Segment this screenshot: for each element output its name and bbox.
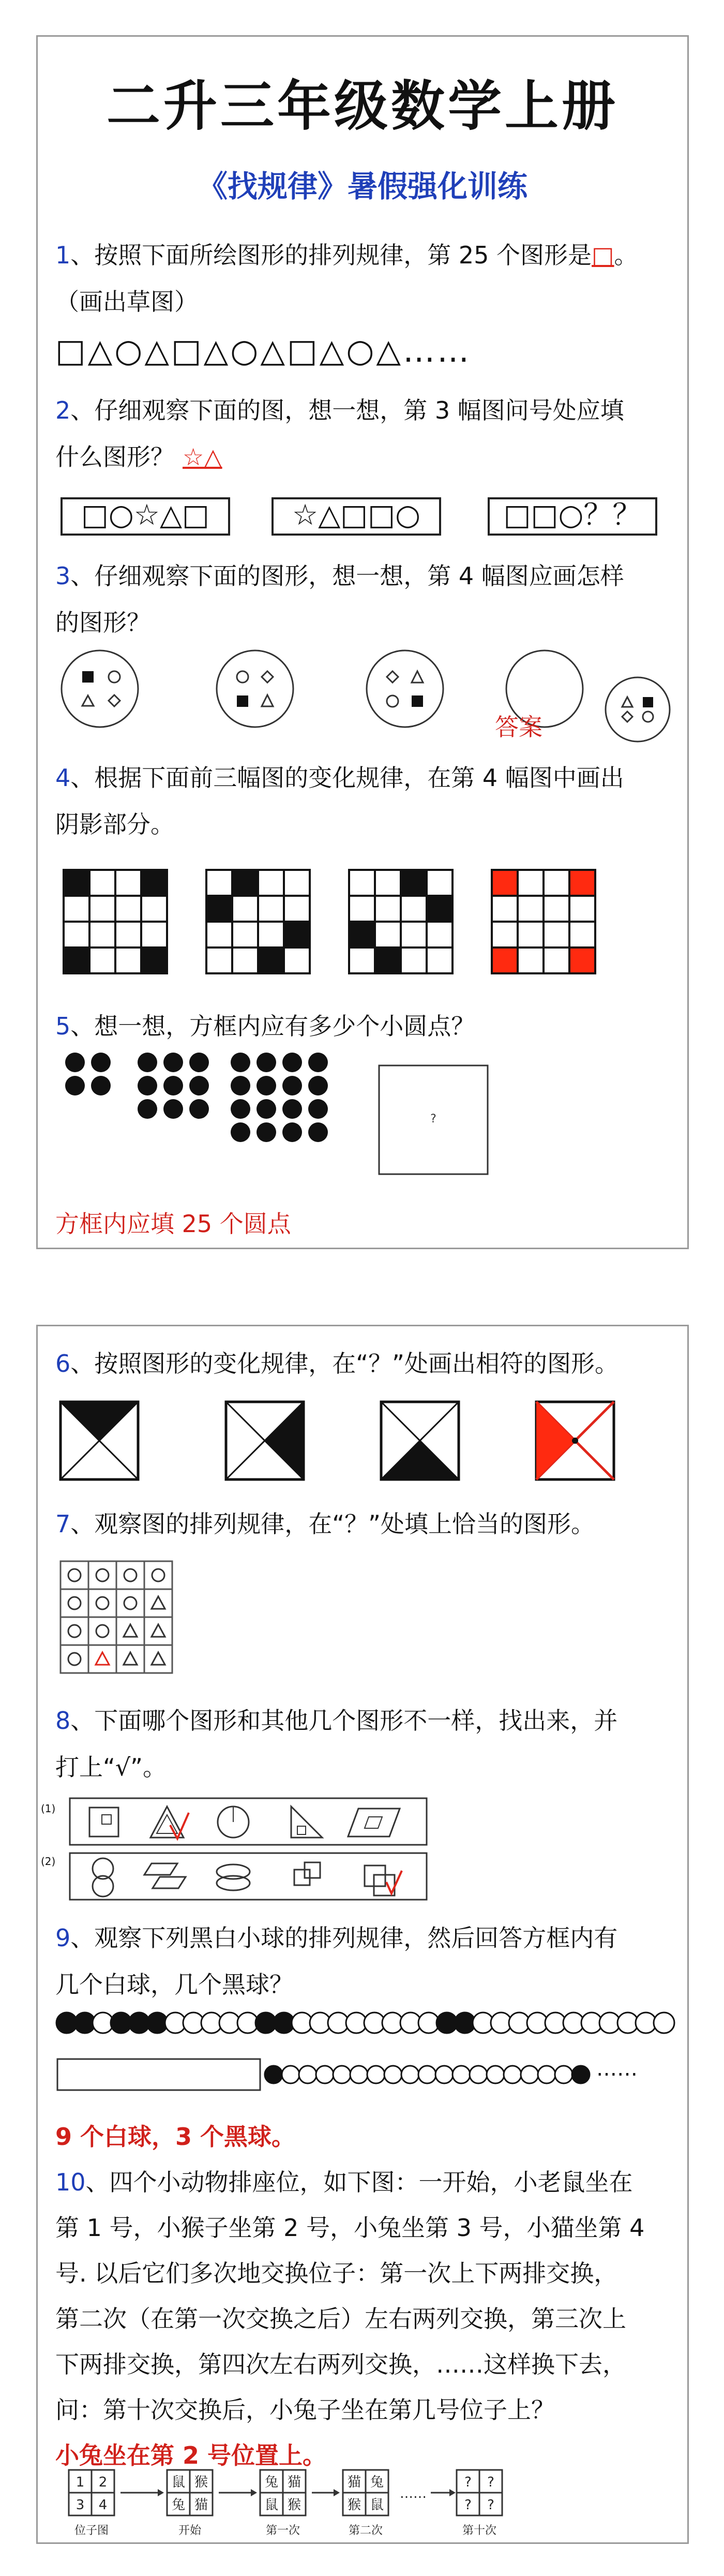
seat-cell-text: 3	[76, 2497, 85, 2513]
grid-cell	[349, 922, 375, 948]
square-figure-3	[381, 1402, 459, 1479]
grid-cell	[492, 948, 518, 973]
seat-cell-text: 兔	[370, 2475, 384, 2490]
white-ball	[299, 2066, 316, 2083]
grid-cell	[544, 896, 569, 922]
answer-label: 答案	[495, 713, 542, 741]
row2-ellipses-figure	[217, 1864, 250, 1890]
row2-squares-figure-checked	[365, 1866, 402, 1896]
question-9-answer: 9 个白球，3 个黑球。	[55, 2123, 296, 2151]
seat-grid-2	[167, 2470, 213, 2537]
white-ball	[384, 2066, 402, 2083]
grid-cell	[64, 922, 89, 948]
seat-grid-1	[69, 2470, 114, 2537]
grid-cell	[375, 922, 401, 948]
white-ball	[452, 2066, 470, 2083]
row1-circle-figure	[218, 1807, 249, 1838]
grid-cell	[141, 922, 167, 948]
dot	[308, 1099, 328, 1119]
question-8	[55, 1699, 676, 1742]
dot	[282, 1076, 302, 1095]
question-text: 什么图形？	[55, 443, 174, 471]
dot	[282, 1053, 302, 1072]
white-ball	[418, 2066, 436, 2083]
dot	[231, 1099, 250, 1119]
grid-cell	[258, 896, 284, 922]
dot	[231, 1053, 250, 1072]
white-ball	[504, 2066, 521, 2083]
grid-cell	[349, 948, 375, 973]
dot	[138, 1076, 157, 1095]
dot	[91, 1053, 111, 1072]
question-number: 4	[55, 764, 71, 792]
grid-cell	[492, 922, 518, 948]
grid-cell	[284, 922, 310, 948]
grid-cell	[89, 948, 115, 973]
dot	[257, 1053, 276, 1072]
grid-cell	[544, 870, 569, 896]
grid-cell	[115, 870, 141, 896]
dot-figure-1	[65, 1053, 111, 1095]
grid-cell	[232, 948, 258, 973]
page-subtitle: 《找规律》暑假强化训练	[197, 169, 527, 204]
question-10-line2: 第 1 号，小猴子坐第 2 号，小兔坐第 3 号，小猫坐第 4	[55, 2214, 645, 2242]
seat-cell-text: 猴	[194, 2475, 208, 2490]
grid-cell	[206, 948, 232, 973]
dot	[163, 1076, 183, 1095]
grid-cell	[115, 948, 141, 973]
dot	[163, 1053, 183, 1072]
grid-cell	[518, 896, 544, 922]
seat-cell-text: 兔	[264, 2475, 279, 2490]
grid-cell	[284, 896, 310, 922]
question-text: 、按照下面所绘图形的排列规律，第 25 个图形是	[70, 241, 592, 269]
seat-cell-text: 猫	[287, 2475, 301, 2490]
arrow-head	[449, 2489, 456, 2496]
grid-cell	[544, 922, 569, 948]
grid-cell	[115, 896, 141, 922]
question-4	[55, 756, 676, 800]
seat-cell-text: 猫	[347, 2475, 361, 2490]
answer-box-mark: ?	[430, 1113, 436, 1126]
grid-cell	[427, 948, 452, 973]
question-text: 、四个小动物排座位，如下图：一开始，小老鼠坐在	[85, 2168, 633, 2196]
dot	[257, 1076, 276, 1095]
square-figure-1	[61, 1402, 138, 1479]
white-ball	[282, 2066, 299, 2083]
grid-cell	[518, 948, 544, 973]
dot	[231, 1122, 250, 1142]
dot	[65, 1076, 85, 1095]
question-10-line4: 第二次（在第一次交换之后）左右两列交换，第三次上	[55, 2305, 626, 2333]
white-ball	[316, 2066, 334, 2083]
question-number: 7	[55, 1510, 71, 1538]
grid-cell	[258, 948, 284, 973]
row2-circles-figure	[93, 1858, 113, 1897]
question-7	[55, 1502, 676, 1546]
question-10-line5: 下两排交换，第四次左右两列交换，……这样换下去，	[55, 2350, 626, 2378]
question-text: 、想一想，方框内应有多少个小圆点？	[70, 1012, 475, 1040]
answer-box	[379, 1065, 488, 1174]
ball-sequence-tail: ……	[596, 2057, 638, 2081]
white-ball	[333, 2066, 351, 2083]
white-ball	[470, 2066, 487, 2083]
grid-cell	[206, 922, 232, 948]
circle-figures	[53, 647, 674, 746]
dot-figures	[58, 1051, 669, 1196]
grid-cell	[232, 896, 258, 922]
seat-grid-label: 开始	[178, 2524, 202, 2537]
seat-grid-label: 第一次	[265, 2524, 300, 2537]
row1-square-figure	[89, 1808, 118, 1837]
grid-cell	[569, 948, 595, 973]
figure-box-3: □□○？？	[488, 497, 657, 536]
white-ball	[538, 2066, 555, 2083]
shaded-grid-1	[64, 870, 167, 973]
question-10-answer: 小兔坐在第 2 号位置上。	[55, 2441, 327, 2469]
seat-grid-label: 位子图	[74, 2524, 109, 2537]
square-figure-answer	[536, 1402, 614, 1479]
question-number: 6	[55, 1350, 71, 1378]
answer-shape: □	[592, 241, 614, 269]
grid-cell	[89, 870, 115, 896]
question-1	[55, 233, 676, 277]
question-number: 3	[55, 562, 71, 590]
question-9	[55, 1916, 676, 1960]
shaded-grid-2	[206, 870, 310, 973]
black-ball	[572, 2066, 590, 2083]
dot-figure-2	[138, 1053, 209, 1119]
grid-cell	[518, 870, 544, 896]
grid-cell	[141, 896, 167, 922]
row2-squares-figure	[294, 1862, 320, 1885]
seat-dots: ……	[400, 2486, 427, 2501]
grid-cell	[89, 922, 115, 948]
grid-cell	[375, 870, 401, 896]
seat-cell-text: 鼠	[171, 2475, 186, 2490]
question-text: 、观察图的排列规律，在“？”处填上恰当的图形。	[70, 1510, 595, 1538]
dot	[189, 1099, 209, 1119]
row1-parallelogram-figure	[348, 1809, 400, 1837]
white-ball	[487, 2066, 504, 2083]
seat-cell-text: 猫	[194, 2497, 208, 2513]
seat-cell-text: 鼠	[264, 2497, 279, 2513]
white-ball	[435, 2066, 453, 2083]
question-number: 8	[55, 1707, 71, 1735]
odd-one-out-figures	[69, 1797, 431, 1906]
question-5-answer: 方框内应填 25 个圆点	[55, 1210, 291, 1238]
shape-sequence: □△○△□△○△□△○△……	[55, 332, 472, 369]
grid-cell	[427, 896, 452, 922]
figure-box-1: □○☆△□	[61, 497, 230, 536]
grid-cell	[518, 922, 544, 948]
grid-cell	[492, 870, 518, 896]
triangle-square-figures	[58, 1399, 669, 1487]
question-8-line2: 打上“√”。	[55, 1753, 167, 1781]
dot-figure-3	[231, 1053, 328, 1142]
circle-figure-3	[367, 650, 443, 727]
grid-cell	[206, 870, 232, 896]
grid-cell	[258, 870, 284, 896]
shaded-grid-3	[349, 870, 452, 973]
dot	[65, 1053, 85, 1072]
seat-grid-label: 第二次	[348, 2524, 383, 2537]
seat-grid-5	[457, 2470, 502, 2537]
seat-cell-text: ?	[464, 2475, 472, 2490]
white-ball	[555, 2066, 572, 2083]
grid-cell	[64, 948, 89, 973]
white-ball	[521, 2066, 538, 2083]
question-2-line2	[55, 435, 676, 479]
seat-grid-label: 第十次	[462, 2524, 497, 2537]
dot	[308, 1122, 328, 1142]
grid-cell	[375, 896, 401, 922]
dot	[189, 1053, 209, 1072]
seat-cell-text: 4	[98, 2497, 108, 2513]
question-3-line2: 的图形？	[55, 609, 150, 636]
dot	[189, 1076, 209, 1095]
grid-cell	[492, 896, 518, 922]
figure-box-2: ☆△□□○	[272, 497, 441, 536]
dot	[91, 1076, 111, 1095]
grid-cell	[401, 948, 427, 973]
white-ball	[654, 2012, 674, 2033]
seat-cell-text: 兔	[171, 2497, 186, 2513]
question-4-line2: 阴影部分。	[55, 810, 174, 838]
seat-cell-text: 猴	[347, 2497, 361, 2513]
grid-cell	[206, 896, 232, 922]
question-10-line6: 问：第十次交换后，小兔子坐在第几号位子上？	[55, 2396, 555, 2424]
dot	[308, 1053, 328, 1072]
question-text: 、仔细观察下面的图形，想一想，第 4 幅图应画怎样	[70, 562, 624, 590]
black-ball	[265, 2066, 282, 2083]
question-text: 、仔细观察下面的图，想一想，第 3 幅图问号处应填	[70, 396, 624, 424]
question-text: 、观察下列黑白小球的排列规律，然后回答方框内有	[70, 1924, 618, 1952]
shaded-grid-4	[492, 870, 595, 973]
grid-figure	[61, 1561, 172, 1673]
question-10-line3: 号. 以后它们多次地交换位子：第一次上下两排交换，	[55, 2259, 618, 2287]
grid-cell	[64, 870, 89, 896]
grid-cell	[284, 948, 310, 973]
row1-right-triangle-figure	[291, 1807, 322, 1838]
worksheet-page-2	[36, 1325, 689, 2544]
grid-cell	[401, 922, 427, 948]
dot	[282, 1099, 302, 1119]
seat-grids	[64, 2465, 581, 2537]
grid-cell	[349, 870, 375, 896]
row2-parallelograms-figure	[144, 1863, 186, 1888]
grid-cell	[375, 948, 401, 973]
circle-figure-2	[217, 650, 293, 727]
dot	[231, 1076, 250, 1095]
question-text: 、下面哪个图形和其他几个图形不一样，找出来，并	[70, 1707, 618, 1735]
dot	[308, 1076, 328, 1095]
grid-cell	[89, 896, 115, 922]
seat-cell-text: 猴	[287, 2497, 301, 2513]
grid-cell	[569, 896, 595, 922]
question-number: 9	[55, 1924, 71, 1952]
grid-cell	[569, 922, 595, 948]
ball-sequence	[55, 2009, 676, 2103]
arrow-head	[334, 2489, 340, 2496]
dot	[257, 1122, 276, 1142]
question-5	[55, 1004, 676, 1048]
row1-triangle-figure-checked	[150, 1807, 189, 1839]
grid-cell	[258, 922, 284, 948]
white-ball	[350, 2066, 368, 2083]
question-1-line2: （画出草图）	[55, 288, 198, 316]
seat-cell-text: 鼠	[370, 2497, 384, 2513]
square-figure-2	[226, 1402, 304, 1479]
grid-cell	[141, 870, 167, 896]
white-ball	[367, 2066, 385, 2083]
question-text: 、按照图形的变化规律，在“？”处画出相符的图形。	[70, 1350, 619, 1378]
dot	[257, 1099, 276, 1119]
grid-cell	[115, 922, 141, 948]
seat-cell-text: 1	[76, 2475, 85, 2490]
grid-cell	[64, 896, 89, 922]
question-end: 。	[614, 241, 638, 269]
white-ball	[401, 2066, 419, 2083]
grid-cell	[427, 922, 452, 948]
answer-box	[57, 2059, 260, 2090]
question-10	[55, 2160, 676, 2204]
question-number: 2	[55, 396, 71, 424]
grid-cell	[401, 870, 427, 896]
grid-cell	[401, 896, 427, 922]
seat-cell-text: ?	[487, 2497, 494, 2513]
seat-grid-4	[343, 2470, 388, 2537]
question-number: 10	[55, 2168, 86, 2196]
arrow-head	[158, 2489, 164, 2496]
grid-cell	[232, 922, 258, 948]
grid-cell	[349, 896, 375, 922]
arrow-head	[251, 2489, 257, 2496]
seat-cell-text: ?	[487, 2475, 494, 2490]
dot	[163, 1099, 183, 1119]
grid-cell	[569, 870, 595, 896]
grid-cell	[284, 870, 310, 896]
circle-triangle-grid	[58, 1559, 183, 1683]
question-text: 、根据下面前三幅图的变化规律，在第 4 幅图中画出	[70, 764, 624, 792]
question-3	[55, 554, 676, 598]
row-label-1: (1)	[41, 1802, 56, 1815]
circle-figure-1	[62, 650, 138, 727]
grid-cell	[544, 948, 569, 973]
worksheet-page-1	[36, 35, 689, 1249]
answer-text: ☆△	[183, 443, 222, 471]
page-title: 二升三年级数学上册	[106, 75, 619, 138]
question-6	[55, 1342, 676, 1385]
question-number: 1	[55, 241, 71, 269]
question-2	[55, 389, 676, 432]
seat-cell-text: ?	[464, 2497, 472, 2513]
grid-cell	[141, 948, 167, 973]
row-label-2: (2)	[41, 1855, 56, 1868]
circle-figure-answer	[606, 677, 670, 742]
seat-grid-3	[260, 2470, 306, 2537]
dot	[138, 1099, 157, 1119]
question-number: 5	[55, 1012, 71, 1040]
dot	[282, 1122, 302, 1142]
grid-cell	[232, 870, 258, 896]
seat-cell-text: 2	[98, 2475, 108, 2490]
question-9-line2: 几个白球，几个黑球？	[55, 1971, 293, 1998]
grid-cell	[427, 870, 452, 896]
dot	[138, 1053, 157, 1072]
shaded-grid-figures	[58, 865, 669, 984]
